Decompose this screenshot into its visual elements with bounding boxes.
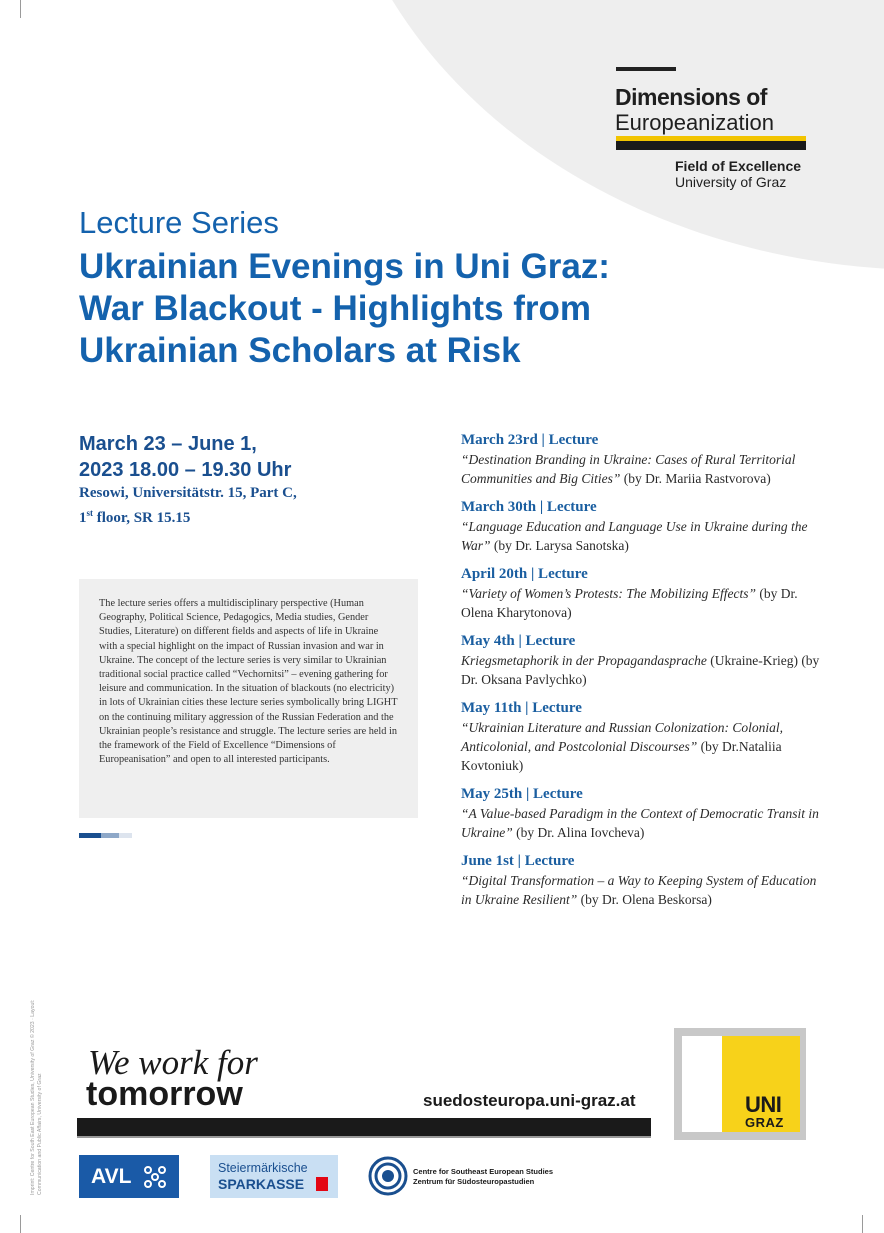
uni-logo-subtext: GRAZ bbox=[745, 1115, 784, 1130]
date-line: March 23 – June 1, bbox=[79, 433, 257, 455]
event-date bbox=[79, 431, 291, 483]
slogan-line2: tomorrow bbox=[86, 1075, 243, 1113]
lecture-description bbox=[461, 871, 821, 909]
lecture-item bbox=[461, 851, 821, 909]
sparkasse-s-icon bbox=[316, 1177, 328, 1191]
lecture-date: May 11th | Lecture bbox=[461, 700, 582, 716]
avl-logo bbox=[79, 1155, 179, 1198]
title-line: War Blackout - Highlights from bbox=[79, 289, 592, 328]
lecture-date: March 30th | Lecture bbox=[461, 499, 597, 515]
lecture-description bbox=[461, 517, 821, 555]
lecture-speaker: (by Dr. Larysa Sanotska) bbox=[490, 538, 629, 553]
series-kicker: Lecture Series bbox=[79, 205, 279, 240]
avl-mark-icon bbox=[141, 1163, 169, 1191]
page-title bbox=[79, 246, 610, 372]
brand-rule bbox=[616, 67, 676, 71]
lecture-date: April 20th | Lecture bbox=[461, 566, 588, 582]
lecture-item bbox=[461, 631, 821, 689]
lecture-speaker: (by Dr. Alina Iovcheva) bbox=[512, 825, 645, 840]
decorative-arc bbox=[330, 0, 884, 270]
crop-mark bbox=[862, 1215, 863, 1233]
uni-logo-text: UNI bbox=[745, 1092, 782, 1117]
lecture-speaker: (by Dr.Nataliia Kovtoniuk) bbox=[461, 739, 782, 773]
crop-mark bbox=[20, 1215, 21, 1233]
imprint-text: Imprint: Centre for South East European Studies, University of Graz © 2023 · Layout: Communication and Public Affairs, University of Graz bbox=[30, 999, 43, 1195]
lecture-item bbox=[461, 698, 821, 775]
title-line: Ukrainian Scholars at Risk bbox=[79, 331, 521, 370]
csees-emblem-icon bbox=[368, 1156, 408, 1196]
lecture-list bbox=[461, 430, 821, 918]
csees-line1: Centre for Southeast European Studies bbox=[413, 1167, 554, 1176]
lecture-speaker: (by Dr. Mariia Rastvorova) bbox=[620, 471, 771, 486]
lecture-description bbox=[461, 584, 821, 622]
sparkasse-line1: Steiermärkische bbox=[218, 1161, 308, 1175]
lecture-description bbox=[461, 718, 821, 775]
room-text: floor, SR 15.15 bbox=[93, 510, 191, 526]
csees-line2: Zentrum für Südosteuropastudien bbox=[413, 1177, 535, 1186]
lecture-item bbox=[461, 564, 821, 622]
lecture-title: “Destination Branding in Ukraine: Cases of Rural Territorial Communities and Big Cities” bbox=[461, 452, 796, 486]
time-line: 2023 18.00 – 19.30 Uhr bbox=[79, 459, 292, 481]
lecture-title: “Ukrainian Literature and Russian Colonization: Colonial, Anticolonial, and Postcolonial Discourses” bbox=[461, 720, 784, 754]
field-of-excellence: Field of Excellence bbox=[675, 158, 802, 174]
lecture-description bbox=[461, 450, 821, 488]
lecture-date: May 25th | Lecture bbox=[461, 786, 583, 802]
accent-tick bbox=[101, 833, 119, 838]
description-text: The lecture series offers a multidisciplinary perspective (Human Geography, Political Science, Pedagogics, Media studies, Gender Studies, Literature) on different fields and aspects of life in Ukraine with a special highlight on the impact of Russian invasion and war in Ukraine. The concept of the lecture series is very similar to Ukrainian traditional social practice called “Vechornitsi” – evening gathering for leisure and communication. In the situation of blackouts (no electricity) in lots of Ukrainian cities these lecture series symbolically bring LIGHT on the continuing military aggression of the Russian Federation and the Ukrainian people’s resistance and struggle. The lecture series are held in the framework of the Field of Excellence “Dimensions of Europeanisation” and open to all interested participants. bbox=[99, 598, 398, 766]
website-link[interactable]: suedosteuropa.uni-graz.at bbox=[423, 1091, 636, 1110]
slogan-line1: We work for bbox=[88, 1043, 258, 1082]
sparkasse-line2: SPARKASSE bbox=[218, 1176, 305, 1192]
accent-tick bbox=[79, 833, 101, 838]
sparkasse-logo bbox=[210, 1155, 338, 1198]
lecture-speaker: (Ukraine-Krieg) (by Dr. Oksana Pavlychko) bbox=[461, 653, 820, 687]
lecture-date: March 23rd | Lecture bbox=[461, 432, 599, 448]
venue-line bbox=[79, 503, 297, 528]
event-venue bbox=[79, 483, 297, 528]
lecture-title: “Variety of Women’s Protests: The Mobilizing Effects” bbox=[461, 586, 756, 601]
lecture-date: May 4th | Lecture bbox=[461, 633, 576, 649]
lecture-date: June 1st | Lecture bbox=[461, 853, 575, 869]
lecture-title: “Digital Transformation – a Way to Keeping System of Education in Ukraine Resilient” bbox=[461, 873, 817, 907]
lecture-title: “A Value-based Paradigm in the Context of Democratic Transit in Ukraine” bbox=[461, 806, 819, 840]
floor-suffix: st bbox=[86, 508, 93, 518]
brand-line2: Europeanization bbox=[615, 110, 775, 135]
brand-line1: Dimensions of bbox=[615, 84, 767, 110]
avl-text: AVL bbox=[91, 1165, 132, 1188]
floor-number: 1 bbox=[79, 510, 87, 526]
uni-logo-white bbox=[682, 1036, 722, 1132]
brand-bar-black bbox=[616, 141, 806, 150]
lecture-item bbox=[461, 497, 821, 555]
title-line: Ukrainian Evenings in Uni Graz: bbox=[79, 247, 610, 286]
lecture-description bbox=[461, 651, 821, 689]
university-name: University of Graz bbox=[675, 174, 787, 190]
accent-tick bbox=[119, 833, 132, 838]
lecture-speaker: (by Dr. Olena Kharytonova) bbox=[461, 586, 798, 620]
footer-bar-shadow bbox=[77, 1136, 651, 1138]
footer-bar bbox=[77, 1118, 651, 1136]
venue-line: Resowi, Universitätstr. 15, Part C, bbox=[79, 485, 297, 501]
crop-mark bbox=[20, 0, 21, 18]
lecture-title: Kriegsmetaphorik in der Propagandasprache bbox=[461, 653, 707, 668]
lecture-description bbox=[461, 804, 821, 842]
lecture-item bbox=[461, 784, 821, 842]
lecture-item bbox=[461, 430, 821, 488]
lecture-title: “Language Education and Language Use in Ukraine during the War” bbox=[461, 519, 808, 553]
lecture-speaker: (by Dr. Olena Beskorsa) bbox=[577, 892, 712, 907]
